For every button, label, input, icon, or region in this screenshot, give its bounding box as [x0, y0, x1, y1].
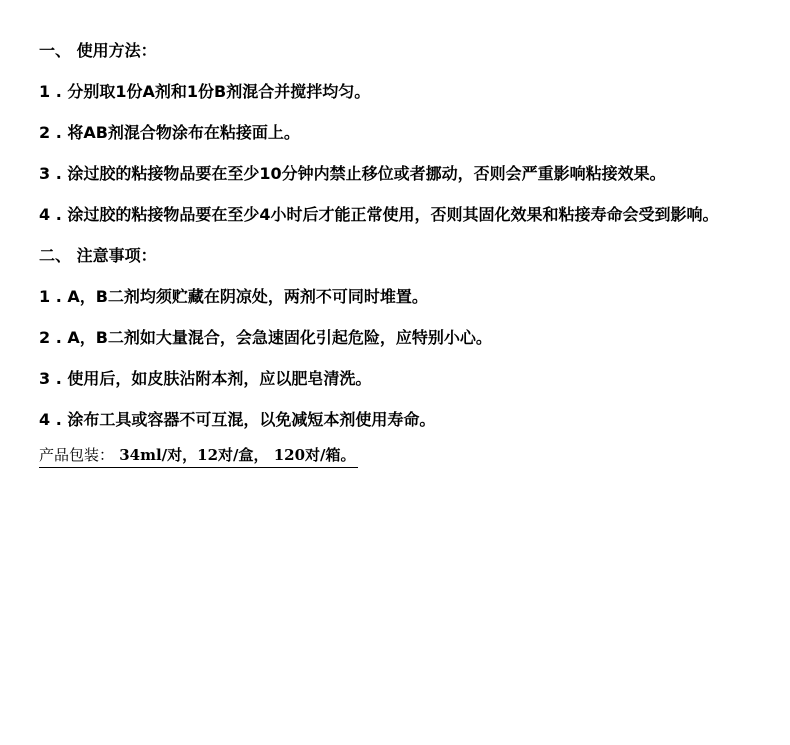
precaution-2: 2 . A，B二剂如大量混合，会急速固化引起危险，应特别小心。 [39, 328, 492, 347]
precaution-3: 3 . 使用后，如皮肤沾附本剂，应以肥皂清洗。 [39, 369, 372, 388]
packaging-label: 产品包装： [39, 446, 115, 464]
packaging-value: 34ml/对，12对/盒， 120对/箱。 [114, 446, 356, 464]
usage-step-2: 2 . 将AB剂混合物涂布在粘接面上。 [39, 123, 300, 142]
instructions-document [39, 38, 769, 468]
section-precautions-heading: 二、 注意事项： [39, 246, 157, 265]
usage-step-4: 4 . 涂过胶的粘接物品要在至少4小时后才能正常使用，否则其固化效果和粘接寿命会受到影响。 [39, 205, 719, 224]
section-usage-heading: 一、 使用方法： [39, 41, 157, 60]
precaution-1: 1 . A，B二剂均须贮藏在阴凉处，两剂不可同时堆置。 [39, 287, 428, 306]
packaging-info [39, 443, 358, 468]
precaution-4: 4 . 涂布工具或容器不可互混，以免减短本剂使用寿命。 [39, 410, 436, 429]
usage-step-3: 3 . 涂过胶的粘接物品要在至少10分钟内禁止移位或者挪动，否则会严重影响粘接效果。 [39, 164, 666, 183]
usage-step-1: 1 . 分别取1份A剂和1份B剂混合并搅拌均匀。 [39, 82, 371, 101]
